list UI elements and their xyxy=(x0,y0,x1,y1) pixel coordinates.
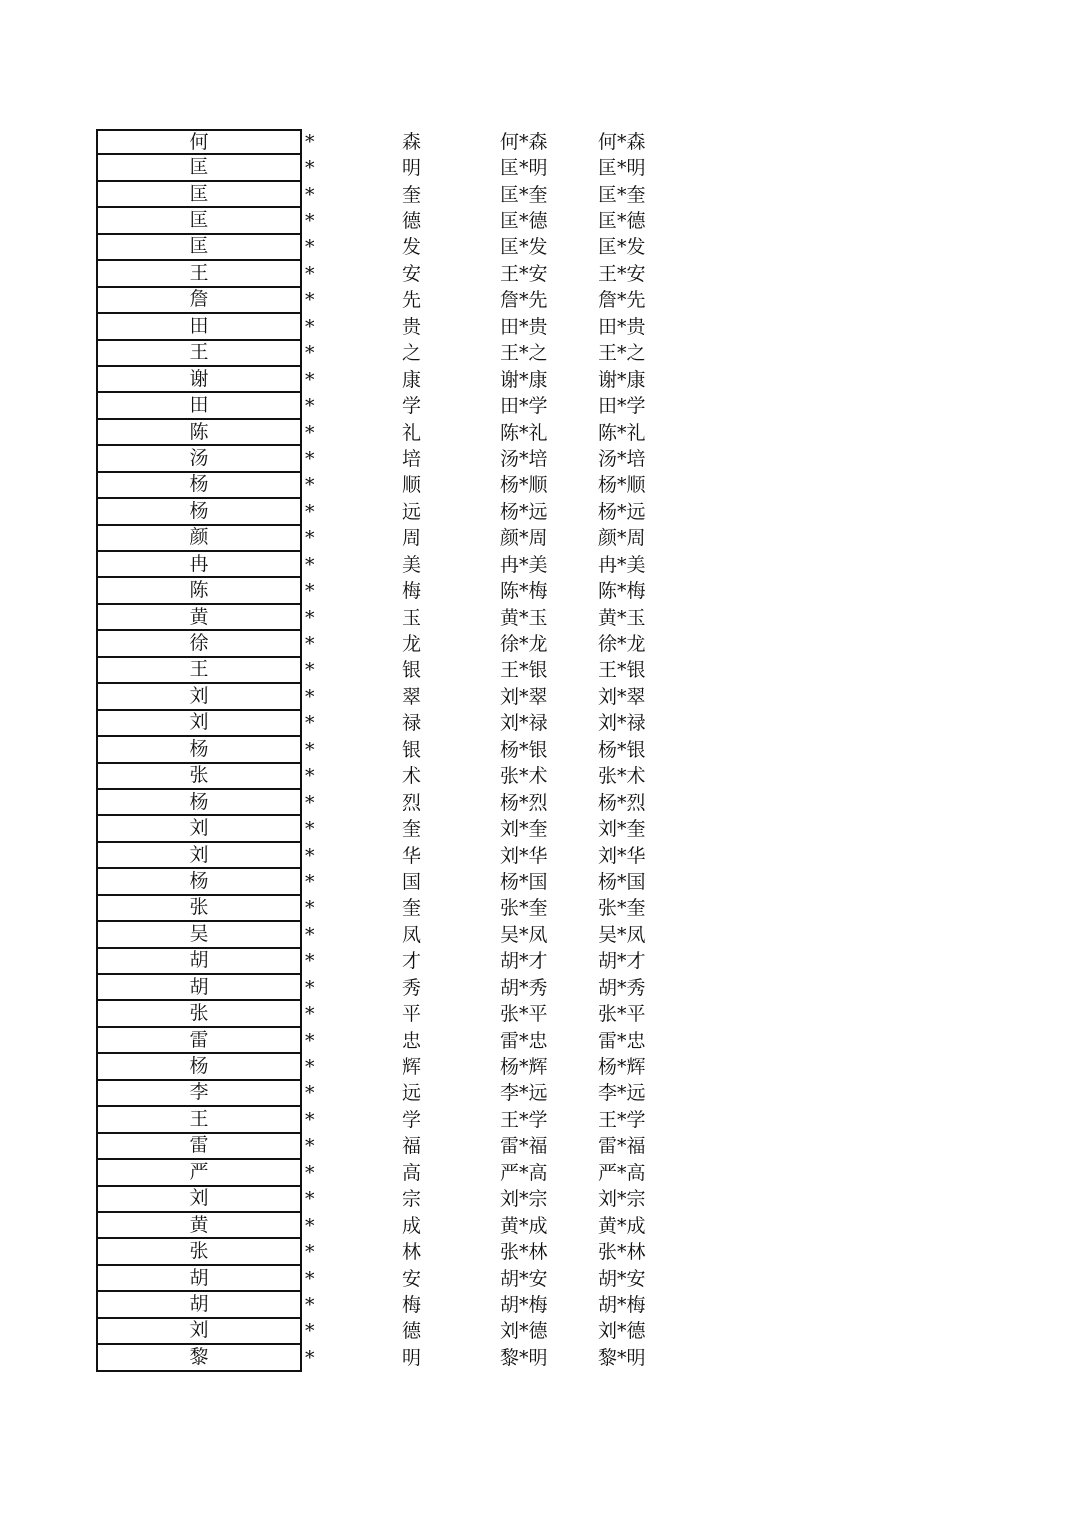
table-row xyxy=(96,1319,696,1345)
given-name-cell: 学 xyxy=(402,395,422,418)
masked-name-cell: 刘*德 xyxy=(500,1320,548,1343)
masked-name-copy-cell: 冉*美 xyxy=(598,553,646,576)
masked-name-copy-cell: 雷*忠 xyxy=(598,1029,646,1052)
mask-cell: * xyxy=(305,395,315,418)
surname-cell: 吴 xyxy=(96,922,302,948)
given-name-cell: 梅 xyxy=(402,580,422,603)
masked-name-copy-cell: 黄*成 xyxy=(598,1214,646,1237)
masked-name-cell: 杨*国 xyxy=(500,870,548,893)
table-row xyxy=(96,711,696,737)
mask-cell: * xyxy=(305,1241,315,1264)
given-name-cell: 礼 xyxy=(402,421,422,444)
table-row xyxy=(96,1292,696,1318)
masked-name-cell: 杨*远 xyxy=(500,500,548,523)
given-name-cell: 国 xyxy=(402,870,422,893)
table-row xyxy=(96,658,696,684)
masked-name-copy-cell: 田*学 xyxy=(598,395,646,418)
masked-name-cell: 刘*华 xyxy=(500,844,548,867)
name-table xyxy=(96,129,696,1372)
masked-name-copy-cell: 刘*宗 xyxy=(598,1188,646,1211)
table-row xyxy=(96,843,696,869)
mask-cell: * xyxy=(305,1161,315,1184)
given-name-cell: 华 xyxy=(402,844,422,867)
surname-cell: 何 xyxy=(96,129,302,155)
masked-name-cell: 徐*龙 xyxy=(500,633,548,656)
masked-name-cell: 匡*德 xyxy=(500,210,548,233)
surname-cell: 张 xyxy=(96,1239,302,1265)
masked-name-copy-cell: 张*林 xyxy=(598,1241,646,1264)
mask-cell: * xyxy=(305,976,315,999)
masked-name-cell: 李*远 xyxy=(500,1082,548,1105)
surname-cell: 刘 xyxy=(96,816,302,842)
surname-cell: 匡 xyxy=(96,155,302,181)
masked-name-copy-cell: 杨*远 xyxy=(598,500,646,523)
table-row xyxy=(96,393,696,419)
masked-name-copy-cell: 杨*辉 xyxy=(598,1056,646,1079)
masked-name-cell: 匡*明 xyxy=(500,157,548,180)
masked-name-cell: 谢*康 xyxy=(500,368,548,391)
masked-name-cell: 张*术 xyxy=(500,765,548,788)
masked-name-copy-cell: 田*贵 xyxy=(598,315,646,338)
mask-cell: * xyxy=(305,1135,315,1158)
masked-name-cell: 何*森 xyxy=(500,130,548,153)
masked-name-cell: 刘*奎 xyxy=(500,818,548,841)
given-name-cell: 龙 xyxy=(402,633,422,656)
surname-cell: 杨 xyxy=(96,473,302,499)
mask-cell: * xyxy=(305,923,315,946)
masked-name-cell: 杨*辉 xyxy=(500,1056,548,1079)
given-name-cell: 辉 xyxy=(402,1056,422,1079)
table-row xyxy=(96,816,696,842)
masked-name-cell: 雷*忠 xyxy=(500,1029,548,1052)
given-name-cell: 远 xyxy=(402,1082,422,1105)
surname-cell: 张 xyxy=(96,764,302,790)
masked-name-cell: 杨*银 xyxy=(500,738,548,761)
table-row xyxy=(96,1054,696,1080)
surname-cell: 冉 xyxy=(96,552,302,578)
table-row xyxy=(96,1160,696,1186)
mask-cell: * xyxy=(305,738,315,761)
masked-name-copy-cell: 匡*德 xyxy=(598,210,646,233)
masked-name-copy-cell: 杨*烈 xyxy=(598,791,646,814)
masked-name-cell: 吴*凤 xyxy=(500,923,548,946)
given-name-cell: 发 xyxy=(402,236,422,259)
given-name-cell: 康 xyxy=(402,368,422,391)
table-row xyxy=(96,631,696,657)
table-row xyxy=(96,155,696,181)
mask-cell: * xyxy=(305,262,315,285)
masked-name-cell: 王*学 xyxy=(500,1108,548,1131)
mask-cell: * xyxy=(305,1188,315,1211)
table-row xyxy=(96,473,696,499)
mask-cell: * xyxy=(305,633,315,656)
masked-name-cell: 颜*周 xyxy=(500,527,548,550)
mask-cell: * xyxy=(305,527,315,550)
surname-cell: 田 xyxy=(96,393,302,419)
surname-cell: 严 xyxy=(96,1160,302,1186)
masked-name-cell: 张*林 xyxy=(500,1241,548,1264)
masked-name-cell: 张*奎 xyxy=(500,897,548,920)
masked-name-copy-cell: 胡*才 xyxy=(598,950,646,973)
masked-name-cell: 胡*才 xyxy=(500,950,548,973)
surname-cell: 李 xyxy=(96,1081,302,1107)
masked-name-cell: 陈*梅 xyxy=(500,580,548,603)
mask-cell: * xyxy=(305,791,315,814)
masked-name-cell: 冉*美 xyxy=(500,553,548,576)
surname-cell: 颜 xyxy=(96,526,302,552)
given-name-cell: 秀 xyxy=(402,976,422,999)
table-row xyxy=(96,1001,696,1027)
masked-name-cell: 刘*禄 xyxy=(500,712,548,735)
given-name-cell: 奎 xyxy=(402,183,422,206)
masked-name-cell: 田*贵 xyxy=(500,315,548,338)
given-name-cell: 顺 xyxy=(402,474,422,497)
mask-cell: * xyxy=(305,1029,315,1052)
surname-cell: 黎 xyxy=(96,1345,302,1371)
surname-cell: 刘 xyxy=(96,1187,302,1213)
masked-name-cell: 杨*顺 xyxy=(500,474,548,497)
table-row xyxy=(96,1239,696,1265)
surname-cell: 黄 xyxy=(96,605,302,631)
given-name-cell: 银 xyxy=(402,659,422,682)
surname-cell: 王 xyxy=(96,261,302,287)
given-name-cell: 凤 xyxy=(402,923,422,946)
masked-name-copy-cell: 张*术 xyxy=(598,765,646,788)
masked-name-cell: 雷*福 xyxy=(500,1135,548,1158)
table-row xyxy=(96,552,696,578)
masked-name-cell: 张*平 xyxy=(500,1003,548,1026)
table-row xyxy=(96,1213,696,1239)
masked-name-copy-cell: 刘*禄 xyxy=(598,712,646,735)
given-name-cell: 贵 xyxy=(402,315,422,338)
surname-cell: 匡 xyxy=(96,182,302,208)
masked-name-cell: 王*之 xyxy=(500,342,548,365)
table-row xyxy=(96,446,696,472)
mask-cell: * xyxy=(305,1293,315,1316)
mask-cell: * xyxy=(305,421,315,444)
given-name-cell: 玉 xyxy=(402,606,422,629)
given-name-cell: 平 xyxy=(402,1003,422,1026)
masked-name-copy-cell: 刘*翠 xyxy=(598,685,646,708)
table-row xyxy=(96,578,696,604)
masked-name-cell: 匡*发 xyxy=(500,236,548,259)
mask-cell: * xyxy=(305,1214,315,1237)
table-row xyxy=(96,869,696,895)
mask-cell: * xyxy=(305,368,315,391)
table-row xyxy=(96,261,696,287)
masked-name-copy-cell: 李*远 xyxy=(598,1082,646,1105)
masked-name-cell: 严*高 xyxy=(500,1161,548,1184)
mask-cell: * xyxy=(305,210,315,233)
mask-cell: * xyxy=(305,870,315,893)
masked-name-copy-cell: 陈*礼 xyxy=(598,421,646,444)
mask-cell: * xyxy=(305,183,315,206)
mask-cell: * xyxy=(305,500,315,523)
given-name-cell: 培 xyxy=(402,447,422,470)
given-name-cell: 禄 xyxy=(402,712,422,735)
surname-cell: 刘 xyxy=(96,684,302,710)
table-row xyxy=(96,684,696,710)
masked-name-cell: 黎*明 xyxy=(500,1346,548,1369)
given-name-cell: 烈 xyxy=(402,791,422,814)
surname-cell: 胡 xyxy=(96,1292,302,1318)
masked-name-cell: 黄*成 xyxy=(500,1214,548,1237)
masked-name-copy-cell: 王*学 xyxy=(598,1108,646,1131)
masked-name-copy-cell: 何*森 xyxy=(598,130,646,153)
mask-cell: * xyxy=(305,1003,315,1026)
masked-name-copy-cell: 胡*秀 xyxy=(598,976,646,999)
masked-name-copy-cell: 胡*安 xyxy=(598,1267,646,1290)
given-name-cell: 术 xyxy=(402,765,422,788)
table-row xyxy=(96,208,696,234)
masked-name-copy-cell: 陈*梅 xyxy=(598,580,646,603)
given-name-cell: 安 xyxy=(402,1267,422,1290)
given-name-cell: 梅 xyxy=(402,1293,422,1316)
mask-cell: * xyxy=(305,712,315,735)
mask-cell: * xyxy=(305,685,315,708)
table-row xyxy=(96,235,696,261)
table-row xyxy=(96,314,696,340)
masked-name-copy-cell: 汤*培 xyxy=(598,447,646,470)
surname-cell: 刘 xyxy=(96,711,302,737)
table-row xyxy=(96,922,696,948)
masked-name-cell: 陈*礼 xyxy=(500,421,548,444)
given-name-cell: 远 xyxy=(402,500,422,523)
surname-cell: 杨 xyxy=(96,1054,302,1080)
masked-name-cell: 王*安 xyxy=(500,262,548,285)
surname-cell: 雷 xyxy=(96,1134,302,1160)
mask-cell: * xyxy=(305,659,315,682)
given-name-cell: 高 xyxy=(402,1161,422,1184)
table-row xyxy=(96,1134,696,1160)
table-row xyxy=(96,367,696,393)
given-name-cell: 才 xyxy=(402,950,422,973)
masked-name-copy-cell: 杨*国 xyxy=(598,870,646,893)
surname-cell: 陈 xyxy=(96,420,302,446)
surname-cell: 王 xyxy=(96,658,302,684)
surname-cell: 谢 xyxy=(96,367,302,393)
given-name-cell: 德 xyxy=(402,210,422,233)
masked-name-copy-cell: 匡*奎 xyxy=(598,183,646,206)
surname-cell: 雷 xyxy=(96,1028,302,1054)
mask-cell: * xyxy=(305,1320,315,1343)
masked-name-copy-cell: 张*平 xyxy=(598,1003,646,1026)
table-row xyxy=(96,1187,696,1213)
table-row xyxy=(96,1266,696,1292)
table-row xyxy=(96,526,696,552)
given-name-cell: 忠 xyxy=(402,1029,422,1052)
table-row xyxy=(96,288,696,314)
surname-cell: 胡 xyxy=(96,975,302,1001)
masked-name-copy-cell: 詹*先 xyxy=(598,289,646,312)
table-row xyxy=(96,790,696,816)
masked-name-cell: 杨*烈 xyxy=(500,791,548,814)
table-row xyxy=(96,975,696,1001)
masked-name-copy-cell: 吴*凤 xyxy=(598,923,646,946)
table-row xyxy=(96,896,696,922)
table-row xyxy=(96,341,696,367)
masked-name-copy-cell: 颜*周 xyxy=(598,527,646,550)
table-row xyxy=(96,1081,696,1107)
masked-name-cell: 王*银 xyxy=(500,659,548,682)
mask-cell: * xyxy=(305,818,315,841)
given-name-cell: 美 xyxy=(402,553,422,576)
surname-cell: 刘 xyxy=(96,1319,302,1345)
given-name-cell: 银 xyxy=(402,738,422,761)
mask-cell: * xyxy=(305,447,315,470)
surname-cell: 王 xyxy=(96,1107,302,1133)
masked-name-copy-cell: 胡*梅 xyxy=(598,1293,646,1316)
surname-cell: 杨 xyxy=(96,737,302,763)
surname-cell: 匡 xyxy=(96,208,302,234)
mask-cell: * xyxy=(305,236,315,259)
mask-cell: * xyxy=(305,1082,315,1105)
given-name-cell: 先 xyxy=(402,289,422,312)
masked-name-cell: 汤*培 xyxy=(500,447,548,470)
given-name-cell: 福 xyxy=(402,1135,422,1158)
masked-name-cell: 匡*奎 xyxy=(500,183,548,206)
surname-cell: 陈 xyxy=(96,578,302,604)
surname-cell: 徐 xyxy=(96,631,302,657)
mask-cell: * xyxy=(305,765,315,788)
masked-name-copy-cell: 谢*康 xyxy=(598,368,646,391)
surname-cell: 杨 xyxy=(96,790,302,816)
surname-cell: 匡 xyxy=(96,235,302,261)
masked-name-copy-cell: 张*奎 xyxy=(598,897,646,920)
surname-cell: 黄 xyxy=(96,1213,302,1239)
mask-cell: * xyxy=(305,1108,315,1131)
table-row xyxy=(96,1107,696,1133)
mask-cell: * xyxy=(305,606,315,629)
masked-name-copy-cell: 刘*华 xyxy=(598,844,646,867)
given-name-cell: 翠 xyxy=(402,685,422,708)
surname-cell: 王 xyxy=(96,341,302,367)
masked-name-cell: 黄*玉 xyxy=(500,606,548,629)
masked-name-copy-cell: 严*高 xyxy=(598,1161,646,1184)
surname-cell: 杨 xyxy=(96,869,302,895)
table-row xyxy=(96,764,696,790)
given-name-cell: 森 xyxy=(402,130,422,153)
mask-cell: * xyxy=(305,342,315,365)
masked-name-copy-cell: 刘*奎 xyxy=(598,818,646,841)
surname-cell: 张 xyxy=(96,896,302,922)
given-name-cell: 林 xyxy=(402,1241,422,1264)
masked-name-copy-cell: 王*安 xyxy=(598,262,646,285)
mask-cell: * xyxy=(305,580,315,603)
masked-name-cell: 田*学 xyxy=(500,395,548,418)
masked-name-cell: 詹*先 xyxy=(500,289,548,312)
masked-name-copy-cell: 黎*明 xyxy=(598,1346,646,1369)
masked-name-copy-cell: 杨*顺 xyxy=(598,474,646,497)
surname-cell: 田 xyxy=(96,314,302,340)
masked-name-copy-cell: 徐*龙 xyxy=(598,633,646,656)
surname-cell: 詹 xyxy=(96,288,302,314)
masked-name-copy-cell: 王*银 xyxy=(598,659,646,682)
given-name-cell: 明 xyxy=(402,157,422,180)
masked-name-copy-cell: 匡*发 xyxy=(598,236,646,259)
table-row xyxy=(96,605,696,631)
mask-cell: * xyxy=(305,553,315,576)
masked-name-copy-cell: 王*之 xyxy=(598,342,646,365)
given-name-cell: 之 xyxy=(402,342,422,365)
table-row xyxy=(96,1345,696,1371)
mask-cell: * xyxy=(305,897,315,920)
mask-cell: * xyxy=(305,844,315,867)
surname-cell: 胡 xyxy=(96,949,302,975)
masked-name-copy-cell: 匡*明 xyxy=(598,157,646,180)
masked-name-cell: 刘*宗 xyxy=(500,1188,548,1211)
mask-cell: * xyxy=(305,130,315,153)
table-row xyxy=(96,499,696,525)
table-row xyxy=(96,1028,696,1054)
masked-name-cell: 胡*安 xyxy=(500,1267,548,1290)
surname-cell: 刘 xyxy=(96,843,302,869)
surname-cell: 胡 xyxy=(96,1266,302,1292)
given-name-cell: 宗 xyxy=(402,1188,422,1211)
masked-name-cell: 胡*梅 xyxy=(500,1293,548,1316)
given-name-cell: 安 xyxy=(402,262,422,285)
masked-name-copy-cell: 杨*银 xyxy=(598,738,646,761)
mask-cell: * xyxy=(305,315,315,338)
masked-name-copy-cell: 雷*福 xyxy=(598,1135,646,1158)
surname-cell: 杨 xyxy=(96,499,302,525)
given-name-cell: 明 xyxy=(402,1346,422,1369)
mask-cell: * xyxy=(305,1346,315,1369)
table-row xyxy=(96,129,696,155)
mask-cell: * xyxy=(305,474,315,497)
table-row xyxy=(96,182,696,208)
surname-cell: 张 xyxy=(96,1001,302,1027)
masked-name-copy-cell: 黄*玉 xyxy=(598,606,646,629)
given-name-cell: 成 xyxy=(402,1214,422,1237)
mask-cell: * xyxy=(305,1056,315,1079)
mask-cell: * xyxy=(305,950,315,973)
mask-cell: * xyxy=(305,289,315,312)
surname-cell: 汤 xyxy=(96,446,302,472)
given-name-cell: 德 xyxy=(402,1320,422,1343)
masked-name-cell: 刘*翠 xyxy=(500,685,548,708)
given-name-cell: 周 xyxy=(402,527,422,550)
mask-cell: * xyxy=(305,1267,315,1290)
masked-name-copy-cell: 刘*德 xyxy=(598,1320,646,1343)
given-name-cell: 学 xyxy=(402,1108,422,1131)
table-row xyxy=(96,420,696,446)
given-name-cell: 奎 xyxy=(402,897,422,920)
table-row xyxy=(96,737,696,763)
masked-name-cell: 胡*秀 xyxy=(500,976,548,999)
mask-cell: * xyxy=(305,157,315,180)
table-row xyxy=(96,949,696,975)
given-name-cell: 奎 xyxy=(402,818,422,841)
